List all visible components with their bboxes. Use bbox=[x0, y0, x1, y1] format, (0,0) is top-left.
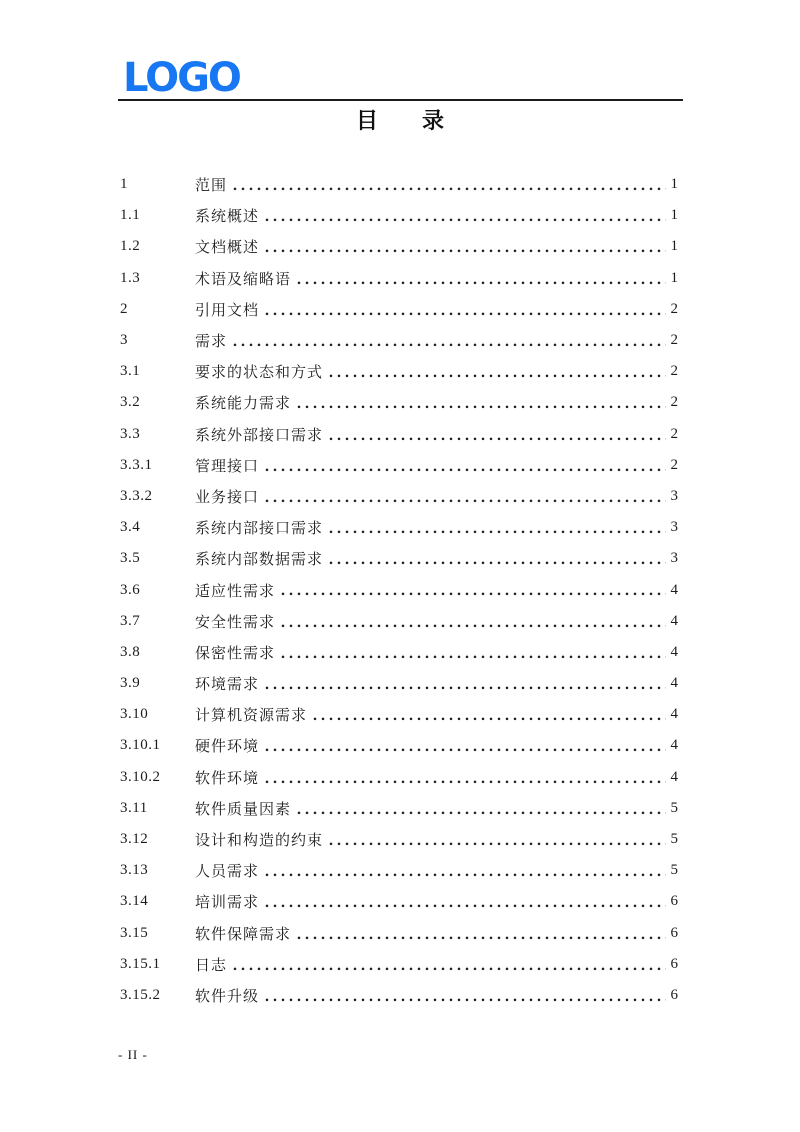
page-header bbox=[118, 0, 683, 101]
dot-leader bbox=[279, 606, 666, 637]
toc-entry-number: 3.2 bbox=[120, 394, 141, 411]
toc-entry-number: 3.15.1 bbox=[120, 955, 161, 972]
toc-row bbox=[120, 980, 678, 1011]
toc-row bbox=[120, 730, 678, 761]
toc-entry-title: 引用文档 bbox=[195, 302, 260, 319]
toc-row bbox=[120, 450, 678, 481]
toc-entry-page: 2 bbox=[670, 363, 678, 380]
toc-entry-title: 安全性需求 bbox=[195, 614, 276, 631]
toc-entry-title: 软件质量因素 bbox=[195, 801, 292, 818]
toc-row bbox=[120, 543, 678, 574]
toc-entry-number: 3.10 bbox=[120, 706, 149, 723]
toc-entry-title: 系统内部接口需求 bbox=[195, 521, 324, 538]
toc-entry-page: 6 bbox=[670, 893, 678, 910]
toc-entry-page: 2 bbox=[670, 300, 678, 317]
toc-entry-number: 3.13 bbox=[120, 862, 149, 879]
toc-entry-page: 4 bbox=[670, 675, 678, 692]
toc-entry-page: 4 bbox=[670, 612, 678, 629]
toc-entry-title: 硬件环境 bbox=[195, 739, 260, 756]
toc-row bbox=[120, 169, 678, 200]
toc-row bbox=[120, 231, 678, 262]
toc-entry-page: 2 bbox=[670, 332, 678, 349]
toc-row bbox=[120, 949, 678, 980]
toc-entry-page: 2 bbox=[670, 456, 678, 473]
toc-row bbox=[120, 793, 678, 824]
toc-entry-number: 1.2 bbox=[120, 238, 141, 255]
toc-entry-page: 5 bbox=[670, 799, 678, 816]
dot-leader bbox=[295, 918, 666, 949]
toc-row bbox=[120, 886, 678, 917]
toc-entry-number: 2 bbox=[120, 300, 128, 317]
toc-entry-number: 3.4 bbox=[120, 519, 141, 536]
dot-leader bbox=[263, 855, 666, 886]
dot-leader bbox=[263, 200, 666, 231]
dot-leader bbox=[263, 481, 666, 512]
dot-leader bbox=[231, 169, 666, 200]
toc-entry-title: 管理接口 bbox=[195, 458, 260, 475]
toc-entry-number: 3.6 bbox=[120, 581, 141, 598]
dot-leader bbox=[295, 793, 666, 824]
toc-entry-page: 3 bbox=[670, 550, 678, 567]
dot-leader bbox=[263, 730, 666, 761]
toc-entry-number: 3.3.2 bbox=[120, 487, 153, 504]
toc-entry-page: 2 bbox=[670, 394, 678, 411]
toc-entry-number: 3.7 bbox=[120, 612, 141, 629]
dot-leader bbox=[295, 263, 666, 294]
toc-row bbox=[120, 762, 678, 793]
toc-entry-title: 日志 bbox=[195, 957, 228, 974]
toc-entry-title: 系统概述 bbox=[195, 209, 260, 226]
dot-leader bbox=[327, 356, 666, 387]
dot-leader bbox=[231, 949, 666, 980]
toc-entry-title: 人员需求 bbox=[195, 864, 260, 881]
dot-leader bbox=[327, 824, 666, 855]
toc-entry-number: 3.1 bbox=[120, 363, 141, 380]
toc-row bbox=[120, 668, 678, 699]
dot-leader bbox=[263, 762, 666, 793]
dot-leader bbox=[263, 668, 666, 699]
toc-entry-title: 系统能力需求 bbox=[195, 396, 292, 413]
toc-row bbox=[120, 263, 678, 294]
toc-entry-page: 6 bbox=[670, 955, 678, 972]
dot-leader bbox=[279, 637, 666, 668]
toc-row bbox=[120, 855, 678, 886]
toc-entry-page: 4 bbox=[670, 737, 678, 754]
toc-entry-number: 3.14 bbox=[120, 893, 149, 910]
toc-entry-number: 3.12 bbox=[120, 831, 149, 848]
toc-entry-title: 要求的状态和方式 bbox=[195, 365, 324, 382]
dot-leader bbox=[327, 419, 666, 450]
toc-entry-number: 3.3 bbox=[120, 425, 141, 442]
dot-leader bbox=[311, 699, 666, 730]
toc-entry-title: 业务接口 bbox=[195, 489, 260, 506]
toc-entry-number: 3.3.1 bbox=[120, 456, 153, 473]
toc-entry-title: 术语及缩略语 bbox=[195, 271, 292, 288]
dot-leader bbox=[327, 543, 666, 574]
toc-entry-number: 1 bbox=[120, 176, 128, 193]
toc-entry-title: 文档概述 bbox=[195, 240, 260, 257]
dot-leader bbox=[263, 980, 666, 1011]
toc-entry-page: 4 bbox=[670, 768, 678, 785]
toc-row bbox=[120, 356, 678, 387]
toc-entry-number: 3 bbox=[120, 332, 128, 349]
dot-leader bbox=[263, 886, 666, 917]
toc-entry-page: 3 bbox=[670, 487, 678, 504]
dot-leader bbox=[295, 387, 666, 418]
toc-entry-title: 软件环境 bbox=[195, 770, 260, 787]
company-logo: LOGO bbox=[123, 55, 240, 101]
toc-entry-title: 软件保障需求 bbox=[195, 926, 292, 943]
toc-row bbox=[120, 294, 678, 325]
toc-entry-number: 1.3 bbox=[120, 269, 141, 286]
toc-entry-title: 环境需求 bbox=[195, 677, 260, 694]
dot-leader bbox=[263, 294, 666, 325]
toc-entry-page: 4 bbox=[670, 581, 678, 598]
toc-entry-page: 1 bbox=[670, 207, 678, 224]
toc-row bbox=[120, 574, 678, 605]
toc-row bbox=[120, 918, 678, 949]
toc-entry-page: 2 bbox=[670, 425, 678, 442]
toc-entry-number: 3.15 bbox=[120, 924, 149, 941]
dot-leader bbox=[279, 574, 666, 605]
toc-row bbox=[120, 481, 678, 512]
toc-entry-title: 系统内部数据需求 bbox=[195, 552, 324, 569]
toc-entry-page: 6 bbox=[670, 986, 678, 1003]
toc-entry-page: 1 bbox=[670, 269, 678, 286]
toc-row bbox=[120, 699, 678, 730]
toc-entry-page: 5 bbox=[670, 831, 678, 848]
toc-entry-title: 系统外部接口需求 bbox=[195, 427, 324, 444]
toc-entry-page: 1 bbox=[670, 176, 678, 193]
toc-entry-number: 3.8 bbox=[120, 643, 141, 660]
toc-entry-title: 保密性需求 bbox=[195, 645, 276, 662]
toc-row bbox=[120, 200, 678, 231]
dot-leader bbox=[327, 512, 666, 543]
toc-entry-page: 4 bbox=[670, 706, 678, 723]
toc-row bbox=[120, 512, 678, 543]
toc-row bbox=[120, 387, 678, 418]
page-title: 目 录 bbox=[355, 108, 444, 133]
toc-row bbox=[120, 637, 678, 668]
toc-list bbox=[120, 169, 678, 1011]
toc-entry-title: 培训需求 bbox=[195, 895, 260, 912]
toc-row bbox=[120, 824, 678, 855]
toc-entry-page: 3 bbox=[670, 519, 678, 536]
toc-entry-title: 软件升级 bbox=[195, 988, 260, 1005]
toc-entry-number: 3.15.2 bbox=[120, 986, 161, 1003]
toc-entry-number: 3.10.1 bbox=[120, 737, 161, 754]
toc-entry-page: 1 bbox=[670, 238, 678, 255]
toc-entry-title: 需求 bbox=[195, 334, 228, 351]
toc-entry-title: 适应性需求 bbox=[195, 583, 276, 600]
toc-entry-title: 设计和构造的约束 bbox=[195, 833, 324, 850]
toc-row bbox=[120, 419, 678, 450]
toc-row bbox=[120, 325, 678, 356]
toc-entry-title: 范围 bbox=[195, 178, 228, 195]
dot-leader bbox=[263, 231, 666, 262]
toc-entry-number: 3.11 bbox=[120, 799, 148, 816]
dot-leader bbox=[263, 450, 666, 481]
toc-entry-page: 6 bbox=[670, 924, 678, 941]
toc-entry-number: 1.1 bbox=[120, 207, 141, 224]
toc-entry-title: 计算机资源需求 bbox=[195, 708, 308, 725]
toc-entry-number: 3.9 bbox=[120, 675, 141, 692]
toc-entry-number: 3.10.2 bbox=[120, 768, 161, 785]
toc-entry-page: 5 bbox=[670, 862, 678, 879]
toc-entry-number: 3.5 bbox=[120, 550, 141, 567]
toc-row bbox=[120, 606, 678, 637]
dot-leader bbox=[231, 325, 666, 356]
footer-page-number: - II - bbox=[118, 1047, 148, 1062]
toc-entry-page: 4 bbox=[670, 643, 678, 660]
